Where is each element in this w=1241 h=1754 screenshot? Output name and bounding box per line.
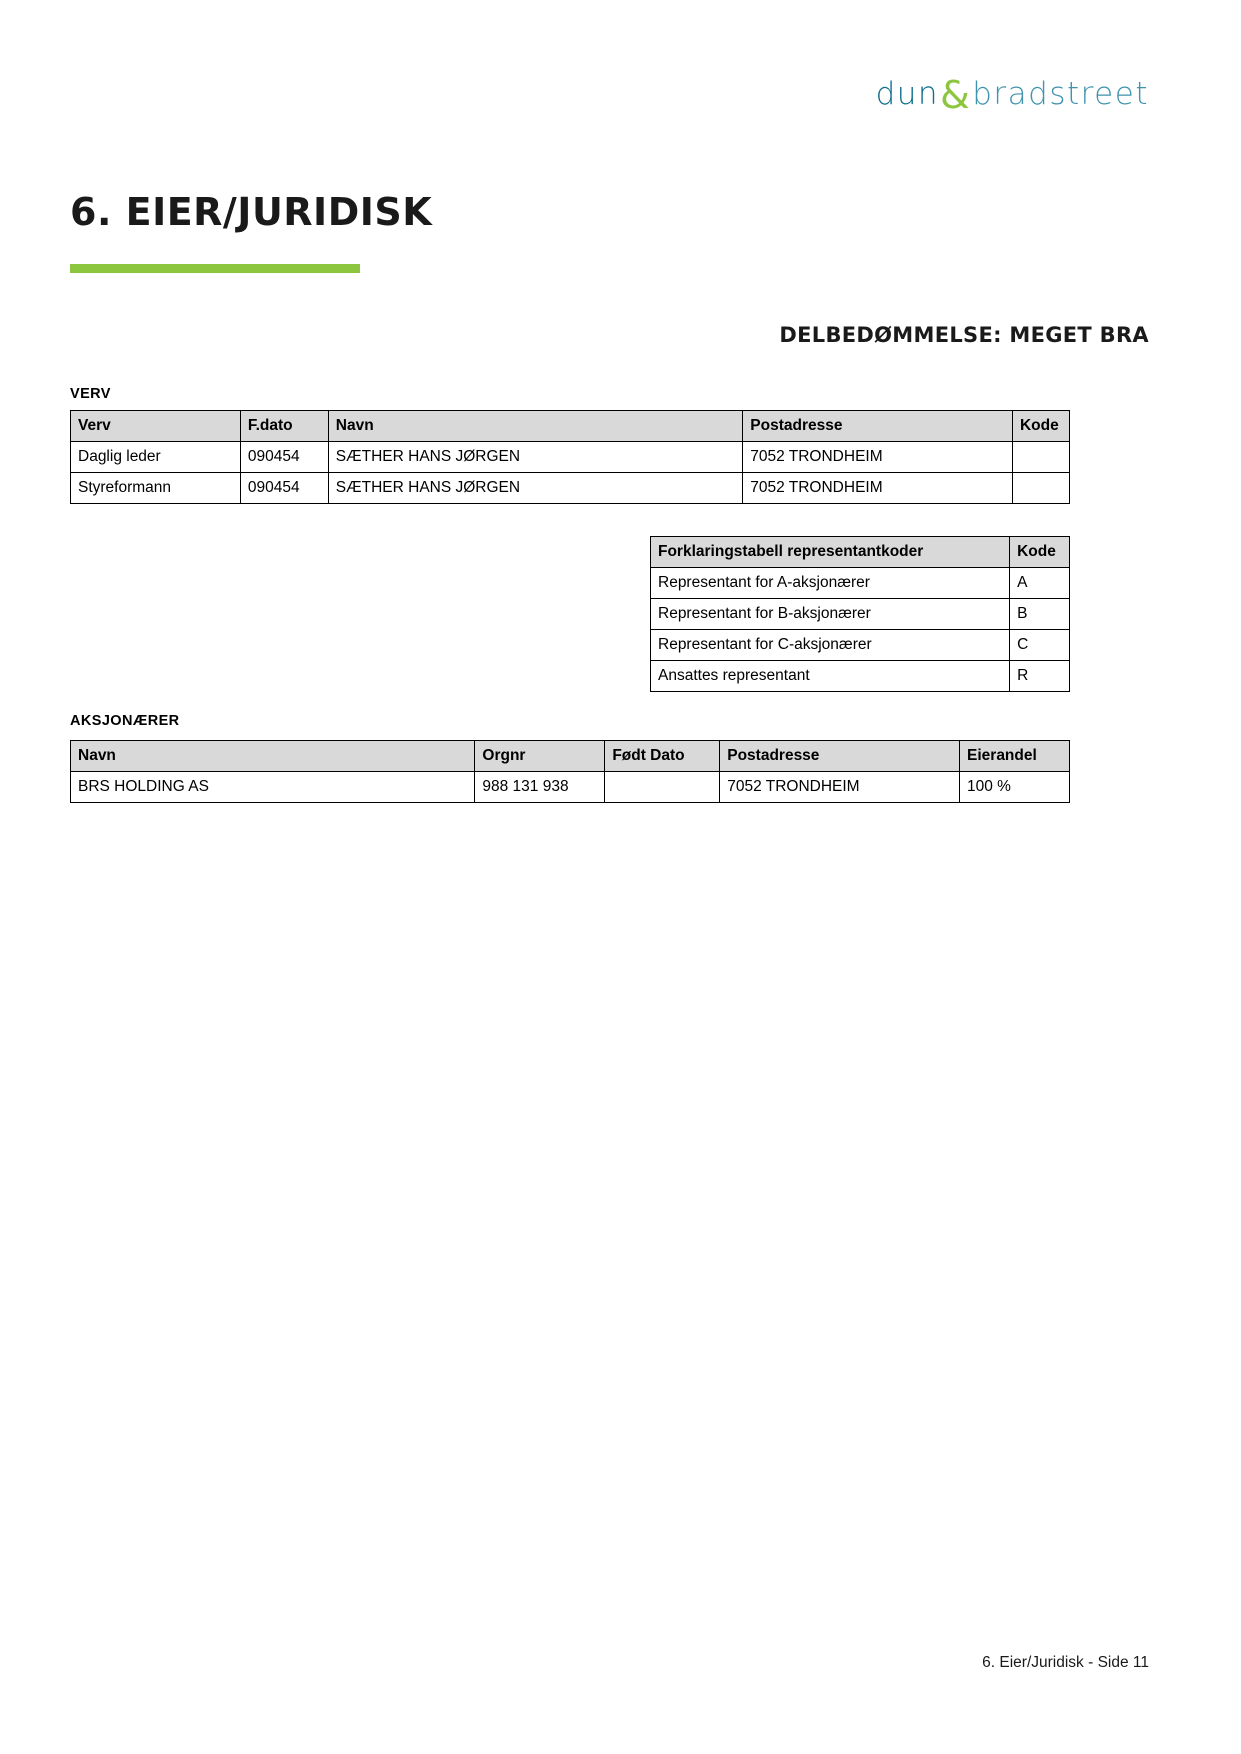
dun-bradstreet-logo bbox=[876, 72, 1149, 116]
cell-verv: Styreformann bbox=[71, 473, 241, 504]
cell-kode bbox=[1012, 442, 1069, 473]
cell-navn: SÆTHER HANS JØRGEN bbox=[328, 473, 742, 504]
section-label-aksjonaerer: AKSJONÆRER bbox=[70, 713, 180, 729]
cell-kode bbox=[1012, 473, 1069, 504]
column-header-fodt-dato: Født Dato bbox=[605, 741, 720, 772]
column-header-kode: Kode bbox=[1010, 537, 1070, 568]
table-header-row bbox=[71, 411, 1070, 442]
cell-kode: C bbox=[1010, 630, 1070, 661]
cell-kode: A bbox=[1010, 568, 1070, 599]
logo-text-dun: dun bbox=[875, 76, 940, 112]
title-underline-rule bbox=[70, 264, 360, 273]
table-aksjonaerer bbox=[70, 740, 1070, 803]
column-header-forklaringstabell: Forklaringstabell representantkoder bbox=[651, 537, 1010, 568]
cell-representant: Representant for B-aksjonærer bbox=[651, 599, 1010, 630]
cell-representant: Ansattes representant bbox=[651, 661, 1010, 692]
column-header-verv: Verv bbox=[71, 411, 241, 442]
cell-verv: Daglig leder bbox=[71, 442, 241, 473]
cell-kode: B bbox=[1010, 599, 1070, 630]
table-row bbox=[71, 442, 1070, 473]
cell-representant: Representant for A-aksjonærer bbox=[651, 568, 1010, 599]
table-row bbox=[651, 661, 1070, 692]
table-row bbox=[651, 599, 1070, 630]
cell-navn: SÆTHER HANS JØRGEN bbox=[328, 442, 742, 473]
cell-representant: Representant for C-aksjonærer bbox=[651, 630, 1010, 661]
table-representantkoder bbox=[650, 536, 1070, 692]
table-verv bbox=[70, 410, 1070, 504]
page-title: 6. EIER/JURIDISK bbox=[70, 190, 433, 234]
logo-text-bradstreet: bradstreet bbox=[972, 76, 1149, 112]
table-row bbox=[651, 630, 1070, 661]
table-header-row bbox=[651, 537, 1070, 568]
cell-eierandel: 100 % bbox=[960, 772, 1070, 803]
cell-navn: BRS HOLDING AS bbox=[71, 772, 475, 803]
cell-fdato: 090454 bbox=[240, 442, 328, 473]
column-header-postadresse: Postadresse bbox=[743, 411, 1013, 442]
cell-postadresse: 7052 TRONDHEIM bbox=[743, 442, 1013, 473]
table-header-row bbox=[71, 741, 1070, 772]
column-header-navn: Navn bbox=[71, 741, 475, 772]
cell-kode: R bbox=[1010, 661, 1070, 692]
cell-postadresse: 7052 TRONDHEIM bbox=[720, 772, 960, 803]
cell-fodt-dato bbox=[605, 772, 720, 803]
page-footer: 6. Eier/Juridisk - Side 11 bbox=[982, 1654, 1149, 1671]
section-label-verv: VERV bbox=[70, 386, 111, 402]
table-row bbox=[651, 568, 1070, 599]
ampersand-icon: & bbox=[940, 73, 972, 117]
column-header-fdato: F.dato bbox=[240, 411, 328, 442]
column-header-eierandel: Eierandel bbox=[960, 741, 1070, 772]
cell-fdato: 090454 bbox=[240, 473, 328, 504]
column-header-orgnr: Orgnr bbox=[475, 741, 605, 772]
subscore-heading: DELBEDØMMELSE: MEGET BRA bbox=[779, 323, 1149, 347]
table-row bbox=[71, 772, 1070, 803]
table-row bbox=[71, 473, 1070, 504]
column-header-navn: Navn bbox=[328, 411, 742, 442]
column-header-postadresse: Postadresse bbox=[720, 741, 960, 772]
column-header-kode: Kode bbox=[1012, 411, 1069, 442]
cell-postadresse: 7052 TRONDHEIM bbox=[743, 473, 1013, 504]
cell-orgnr: 988 131 938 bbox=[475, 772, 605, 803]
